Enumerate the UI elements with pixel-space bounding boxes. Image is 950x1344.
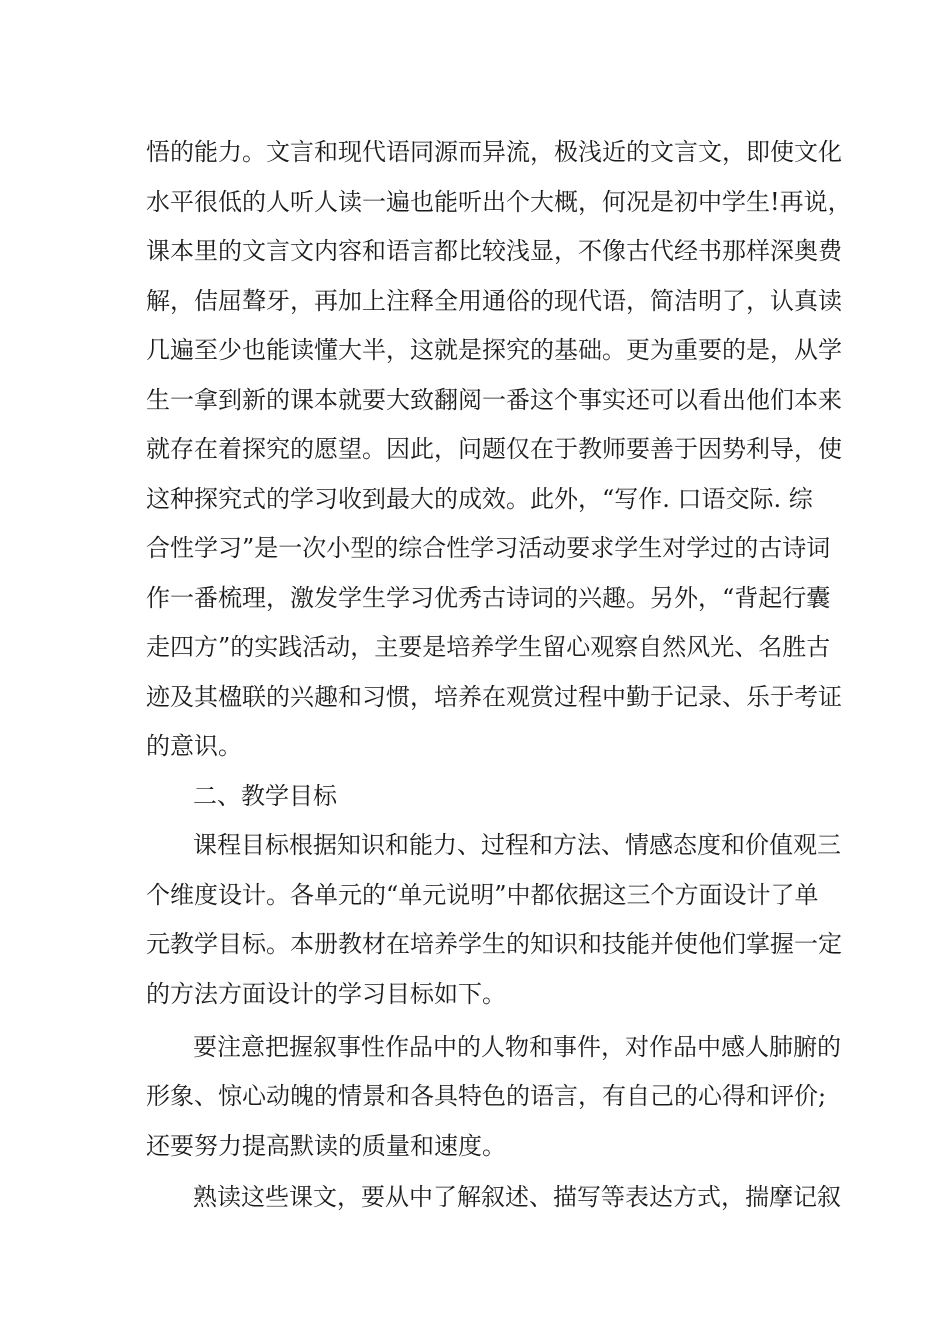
paragraph-line: 这种探究式的学习收到最大的成效。此外，“写作. 口语交际. 综 (146, 485, 813, 513)
section-heading: 二、教学目标 (193, 782, 337, 810)
paragraph-line: 生一拿到新的课本就要大致翻阅一番这个事实还可以看出他们本来 (146, 386, 842, 414)
paragraph-line: 合性学习”是一次小型的综合性学习活动要求学生对学过的古诗词 (146, 534, 831, 562)
paragraph-line: 个维度设计。各单元的“单元说明”中都依据这三个方面设计了单 (146, 881, 819, 909)
paragraph-line: 作一番梳理，激发学生学习优秀古诗词的兴趣。另外，“背起行囊 (146, 584, 831, 612)
paragraph-line: 解，佶屈聱牙，再加上注释全用通俗的现代语，简洁明了，认真读 (146, 287, 842, 315)
paragraph-line: 还要努力提高默读的质量和速度。 (146, 1132, 506, 1160)
paragraph-line: 悟的能力。文言和现代语同源而异流，极浅近的文言文，即使文化 (146, 138, 842, 166)
paragraph-line: 课程目标根据知识和能力、过程和方法、情感态度和价值观三 (193, 831, 841, 859)
paragraph-line: 迹及其楹联的兴趣和习惯，培养在观赏过程中勤于记录、乐于考证 (146, 683, 842, 711)
paragraph-line: 形象、惊心动魄的情景和各具特色的语言，有自己的心得和评价; (146, 1082, 827, 1110)
paragraph-line: 要注意把握叙事性作品中的人物和事件，对作品中感人肺腑的 (193, 1033, 841, 1061)
paragraph-line: 熟读这些课文，要从中了解叙述、描写等表达方式，揣摩记叙 (193, 1183, 841, 1211)
paragraph-line: 几遍至少也能读懂大半，这就是探究的基础。更为重要的是，从学 (146, 336, 842, 364)
paragraph-line: 元教学目标。本册教材在培养学生的知识和技能并使他们掌握一定 (146, 930, 842, 958)
paragraph-line: 的意识。 (146, 732, 242, 760)
paragraph-line: 的方法方面设计的学习目标如下。 (146, 980, 506, 1008)
paragraph-line: 走四方”的实践活动，主要是培养学生留心观察自然风光、名胜古 (146, 633, 831, 661)
paragraph-line: 就存在着探究的愿望。因此，问题仅在于教师要善于因势利导，使 (146, 435, 842, 463)
paragraph-line: 课本里的文言文内容和语言都比较浅显，不像古代经书那样深奥费 (146, 237, 842, 265)
paragraph-line: 水平很低的人听人读一遍也能听出个大概，何况是初中学生!再说， (146, 188, 852, 216)
